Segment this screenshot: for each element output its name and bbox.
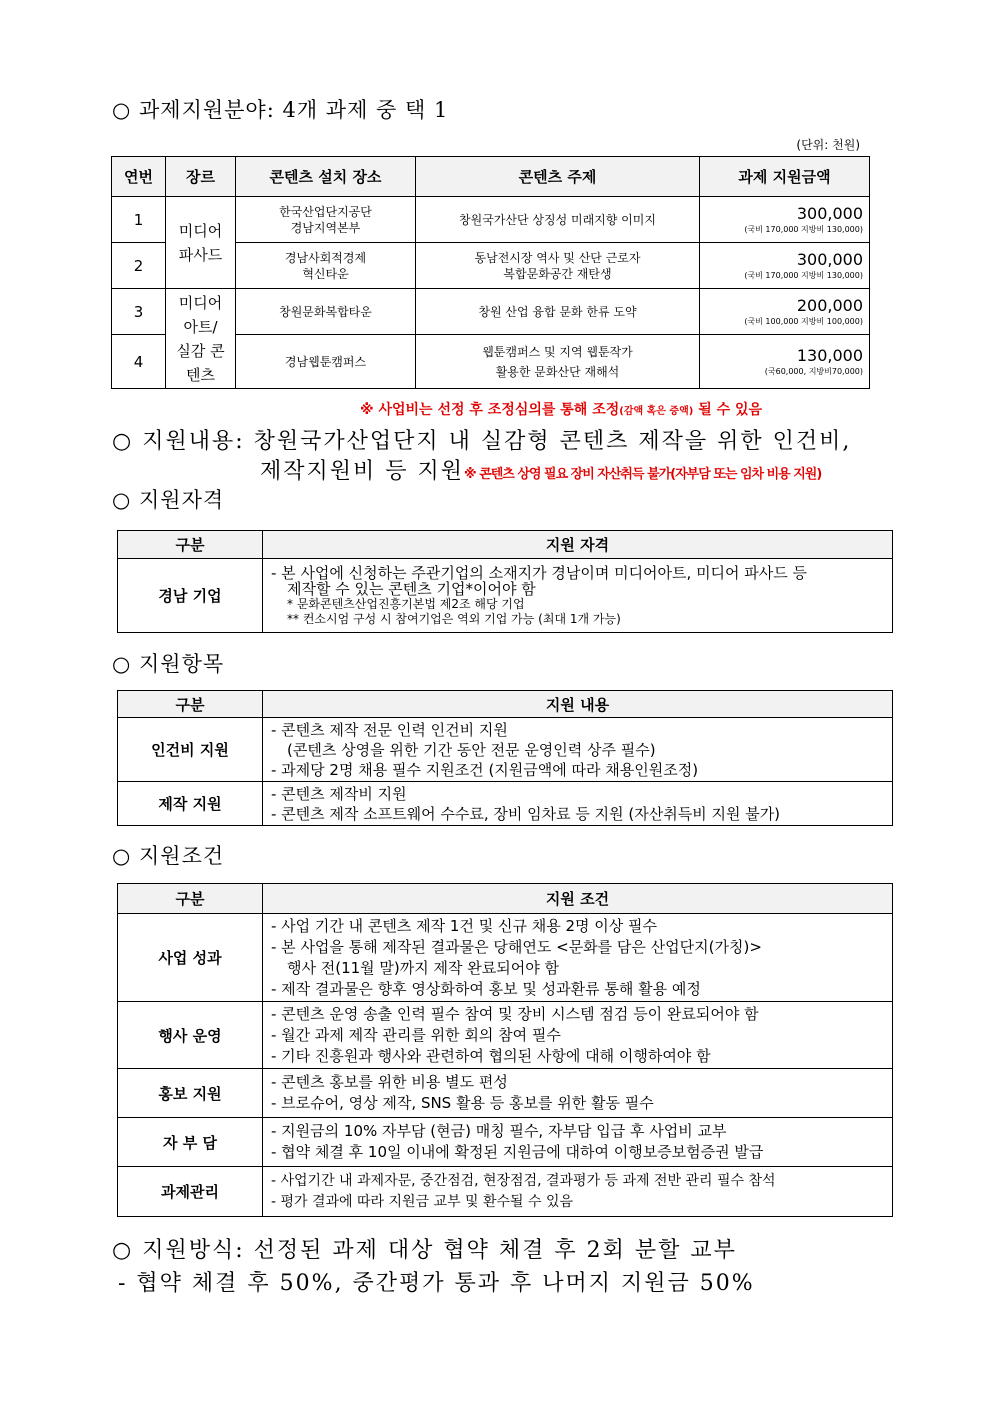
genre-cell: 미디어 파사드 — [166, 197, 236, 289]
payment-detail: - 협약 체결 후 50%, 중간평가 통과 후 나머지 지원금 50% — [118, 1271, 755, 1296]
content-cell: - 콘텐츠 운영 송출 인력 필수 참여 및 장비 시스템 점검 등이 완료되어야 함 - 월간 과제 제작 관리를 위한 회의 참여 필수 - 기타 진흥원과 행사와 관련하여 협의된 사항에 대해 이행하여야 함 — [263, 1002, 893, 1069]
place-cell: 경남사회적경제 혁신타운 — [236, 243, 416, 289]
row-label: 홍보 지원 — [118, 1069, 263, 1118]
row-label: 자 부 담 — [118, 1118, 263, 1167]
topic-cell: 동남전시장 역사 및 산단 근로자 복합문화공간 재탄생 — [416, 243, 700, 289]
table-row — [112, 289, 870, 335]
col-header-place: 콘텐츠 설치 장소 — [236, 157, 416, 197]
col-header-amount: 과제 지원금액 — [700, 157, 870, 197]
section-heading-support-field: ○ 과제지원분야: 4개 과제 중 택 1 — [112, 98, 449, 122]
table-row — [118, 1118, 893, 1167]
table-row — [118, 782, 893, 826]
row-no: 3 — [112, 289, 166, 335]
topic-cell: 창원국가산단 상징성 미래지향 이미지 — [416, 197, 700, 243]
col-header-eligibility: 지원 자격 — [263, 531, 893, 559]
section-heading-support-content: ○ 지원내용: 창원국가산업단지 내 실감형 콘텐츠 제작을 위한 인건비, — [112, 429, 852, 454]
section-heading-conditions: ○ 지원조건 — [112, 844, 225, 868]
table-row — [118, 1167, 893, 1217]
col-header-category: 구분 — [118, 884, 263, 914]
row-label: 인건비 지원 — [118, 718, 263, 782]
row-label: 행사 운영 — [118, 1002, 263, 1069]
table-row — [118, 1002, 893, 1069]
col-header-category: 구분 — [118, 691, 263, 718]
budget-adjust-note: ※ 사업비는 선정 후 조정심의를 통해 조정(감액 혹은 증액) 될 수 있음 — [360, 402, 763, 418]
place-cell: 한국산업단지공단 경남지역본부 — [236, 197, 416, 243]
col-header-genre: 장르 — [166, 157, 236, 197]
content-cell: - 지원금의 10% 자부담 (현금) 매칭 필수, 자부담 입급 후 사업비 교부 - 협약 체결 후 10일 이내에 확정된 지원금에 대하여 이행보증보험증권 발급 — [263, 1118, 893, 1167]
support-content-line2: 제작지원비 등 지원※ 콘텐츠 상영 필요 장비 자산취득 불가(자부담 또는 임차 비용 지원) — [260, 459, 822, 484]
table-row — [118, 914, 893, 1002]
table-row — [118, 1069, 893, 1118]
topic-cell: 창원 산업 융합 문화 한류 도약 — [416, 289, 700, 335]
amount-cell: 300,000 (국비 170,000 지방비 130,000) — [700, 197, 870, 243]
col-header-topic: 콘텐츠 주제 — [416, 157, 700, 197]
amount-cell: 200,000 (국비 100,000 지방비 100,000) — [700, 289, 870, 335]
eligibility-cell: - 본 사업에 신청하는 주관기업의 소재지가 경남이며 미디어아트, 미디어 파사드 등 제작할 수 있는 콘텐츠 기업*이어야 함 * 문화콘텐츠산업진흥기본법 제2조 해당 기업 ** 컨소시엄 구성 시 참여기업은 역외 기업 가능 (최대 1개 가능) — [263, 559, 893, 633]
genre-cell: 미디어 아트/ 실감 콘텐츠 — [166, 289, 236, 389]
content-cell: - 사업 기간 내 콘텐츠 제작 1건 및 신규 채용 2명 이상 필수 - 본 사업을 통해 제작된 결과물은 당해연도 <문화를 담은 산업단지(가칭)> 행사 전(11월 말)까지 제작 완료되어야 함 - 제작 결과물은 향후 영상화하여 홍보 및 성과환류 통해 활용 예정 — [263, 914, 893, 1002]
row-label: 제작 지원 — [118, 782, 263, 826]
row-no: 1 — [112, 197, 166, 243]
col-header-conditions: 지원 조건 — [263, 884, 893, 914]
section-heading-eligibility: ○ 지원자격 — [112, 488, 225, 512]
section-heading-payment: ○ 지원방식: 선정된 과제 대상 협약 체결 후 2회 분할 교부 — [112, 1238, 737, 1263]
support-items-table — [117, 690, 893, 826]
content-cell: - 콘텐츠 제작 전문 인력 인건비 지원 (콘텐츠 상영을 위한 기간 동안 전문 운영인력 상주 필수) - 과제당 2명 채용 필수 지원조건 (지원금액에 따라 채용인원조정) — [263, 718, 893, 782]
row-no: 4 — [112, 335, 166, 389]
place-cell: 경남웹툰캠퍼스 — [236, 335, 416, 389]
content-cell: - 콘텐츠 제작비 지원 - 콘텐츠 제작 소프트웨어 수수료, 장비 임차료 등 지원 (자산취득비 지원 불가) — [263, 782, 893, 826]
row-no: 2 — [112, 243, 166, 289]
content-cell: - 사업기간 내 과제자문, 중간점검, 현장점검, 결과평가 등 과제 전반 관리 필수 참석 - 평가 결과에 따라 지원금 교부 및 환수될 수 있음 — [263, 1167, 893, 1217]
content-cell: - 콘텐츠 홍보를 위한 비용 별도 편성 - 브로슈어, 영상 제작, SNS 활용 등 홍보를 위한 활동 필수 — [263, 1069, 893, 1118]
row-label: 경남 기업 — [118, 559, 263, 633]
table-row — [118, 718, 893, 782]
table-row — [118, 559, 893, 633]
amount-cell: 130,000 (국60,000, 지방비70,000) — [700, 335, 870, 389]
project-table — [111, 156, 870, 389]
conditions-table — [117, 883, 893, 1217]
topic-cell: 웹툰캠퍼스 및 지역 웹툰작가 활용한 문화산단 재해석 — [416, 335, 700, 389]
table-row — [112, 197, 870, 243]
equipment-note: ※ 콘텐츠 상영 필요 장비 자산취득 불가(자부담 또는 임차 비용 지원) — [464, 467, 822, 482]
col-header-category: 구분 — [118, 531, 263, 559]
unit-label: (단위: 천원) — [796, 138, 860, 152]
section-heading-support-items: ○ 지원항목 — [112, 652, 225, 676]
row-label: 과제관리 — [118, 1167, 263, 1217]
col-header-no: 연번 — [112, 157, 166, 197]
place-cell: 창원문화복합타운 — [236, 289, 416, 335]
eligibility-table — [117, 530, 893, 633]
amount-cell: 300,000 (국비 170,000 지방비 130,000) — [700, 243, 870, 289]
row-label: 사업 성과 — [118, 914, 263, 1002]
col-header-content: 지원 내용 — [263, 691, 893, 718]
